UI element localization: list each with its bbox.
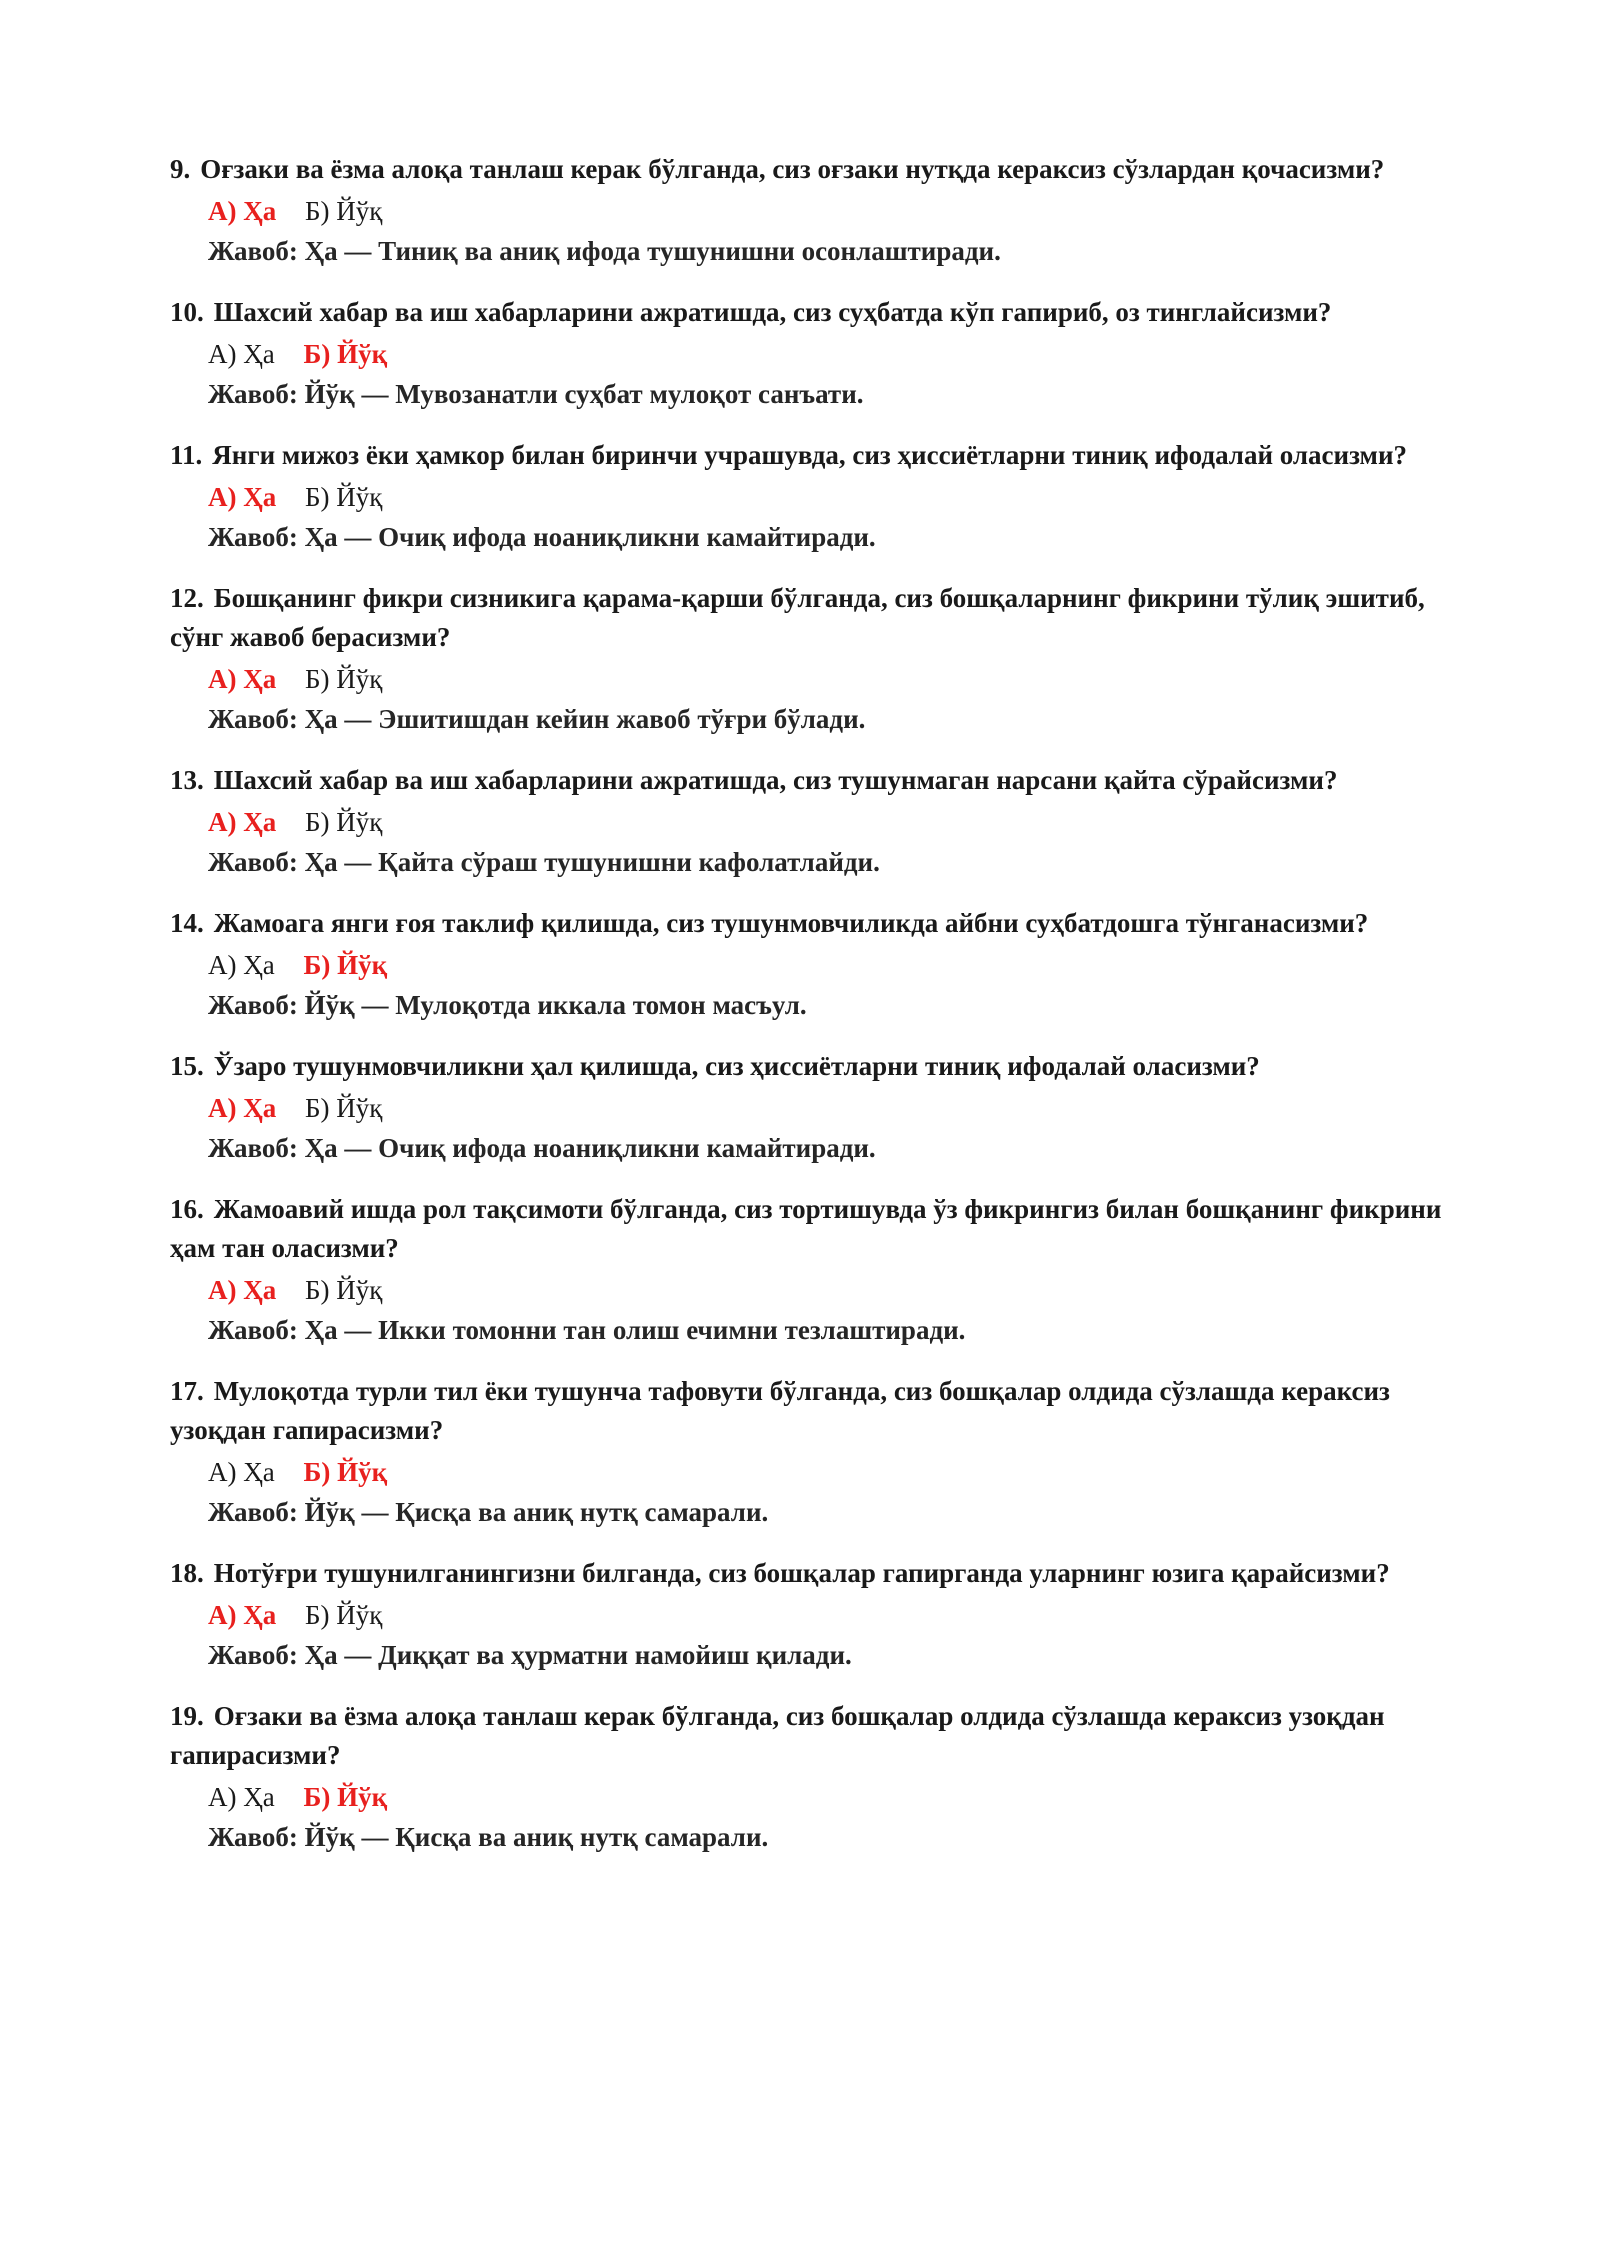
question-body: Шахсий хабар ва иш хабарларини ажратишда, сиз суҳбатда кўп гапириб, оз тинглайсизми?: [213, 297, 1332, 327]
answer-line: Жавоб: Ҳа — Қайта сўраш тушунишни кафолатлайди.: [208, 847, 880, 877]
option-b: Б) Йўқ: [303, 1782, 388, 1812]
options-row: [208, 945, 1460, 985]
question-text: [170, 150, 1460, 189]
question-body: Ўзаро тушунмовчиликни ҳал қилишда, сиз ҳиссиётларни тиниқ ифодалай оласизми?: [213, 1051, 1260, 1081]
answer-line: Жавоб: Йўқ — Қисқа ва аниқ нутқ самарали.: [208, 1497, 769, 1527]
question-14: [170, 904, 1460, 1025]
option-b: Б) Йўқ: [305, 196, 383, 226]
question-17: [170, 1372, 1460, 1532]
question-body: Жамоага янги ғоя таклиф қилишда, сиз тушунмовчиликда айбни суҳбатдошга тўнганасизми?: [213, 908, 1369, 938]
options-row: [208, 1777, 1460, 1817]
question-body: Оғзаки ва ёзма алоқа танлаш керак бўлганда, сиз оғзаки нутқда кераксиз сўзлардан қочасизми?: [200, 154, 1385, 184]
question-text: [170, 761, 1460, 800]
options-row: [208, 1452, 1460, 1492]
question-text: [170, 1697, 1460, 1775]
question-text: [170, 436, 1460, 475]
question-body: Бошқанинг фикри сизникига қарама-қарши бўлганда, сиз бошқаларнинг фикрини тўлиқ эшитиб, сўнг жавоб берасизми?: [170, 583, 1425, 652]
question-number: 16.: [170, 1194, 204, 1224]
answer-line: Жавоб: Йўқ — Мувозанатли суҳбат мулоқот санъати.: [208, 379, 864, 409]
options-row: [208, 477, 1460, 517]
options-row: [208, 659, 1460, 699]
answer-line: Жавоб: Ҳа — Эшитишдан кейин жавоб тўғри бўлади.: [208, 704, 866, 734]
option-a: А) Ҳа: [208, 664, 277, 694]
options-row: [208, 802, 1460, 842]
option-a: А) Ҳа: [208, 1093, 277, 1123]
option-b: Б) Йўқ: [305, 482, 383, 512]
answer-line: Жавоб: Йўқ — Мулоқотда иккала томон масъул.: [208, 990, 807, 1020]
question-number: 10.: [170, 297, 204, 327]
question-text: [170, 1372, 1460, 1450]
question-19: [170, 1697, 1460, 1857]
option-b: Б) Йўқ: [305, 1093, 383, 1123]
question-11: [170, 436, 1460, 557]
option-a: А) Ҳа: [208, 482, 277, 512]
option-a: А) Ҳа: [208, 339, 275, 369]
question-body: Янги мижоз ёки ҳамкор билан биринчи учрашувда, сиз ҳиссиётларни тиниқ ифодалай оласизми?: [212, 440, 1408, 470]
answer-line: Жавоб: Ҳа — Икки томонни тан олиш ечимни тезлаштиради.: [208, 1315, 966, 1345]
question-number: 11.: [170, 440, 203, 470]
answer-line: Жавоб: Ҳа — Очиқ ифода ноаниқликни камайтиради.: [208, 522, 876, 552]
answer-line: Жавоб: Йўқ — Қисқа ва аниқ нутқ самарали.: [208, 1822, 769, 1852]
question-body: Жамоавий ишда рол тақсимоти бўлганда, сиз тортишувда ўз фикрингиз билан бошқанинг фикрини ҳам тан оласизми?: [170, 1194, 1442, 1263]
answer-line: Жавоб: Ҳа — Диққат ва ҳурматни намойиш қилади.: [208, 1640, 852, 1670]
question-text: [170, 904, 1460, 943]
question-number: 14.: [170, 908, 204, 938]
option-a: А) Ҳа: [208, 1275, 277, 1305]
option-b: Б) Йўқ: [305, 664, 383, 694]
question-number: 12.: [170, 583, 204, 613]
option-b: Б) Йўқ: [303, 950, 388, 980]
question-number: 15.: [170, 1051, 204, 1081]
option-a: А) Ҳа: [208, 196, 277, 226]
answer-line: Жавоб: Ҳа — Тиниқ ва аниқ ифода тушунишни осонлаштиради.: [208, 236, 1001, 266]
question-body: Мулоқотда турли тил ёки тушунча тафовути бўлганда, сиз бошқалар олдида сўзлашда кераксиз узоқдан гапирасизми?: [170, 1376, 1390, 1445]
question-12: [170, 579, 1460, 739]
option-b: Б) Йўқ: [303, 339, 388, 369]
option-a: А) Ҳа: [208, 1600, 277, 1630]
question-number: 17.: [170, 1376, 204, 1406]
question-text: [170, 1047, 1460, 1086]
question-number: 13.: [170, 765, 204, 795]
options-row: [208, 191, 1460, 231]
question-body: Оғзаки ва ёзма алоқа танлаш керак бўлганда, сиз бошқалар олдида сўзлашда кераксиз узоқдан гапирасизми?: [170, 1701, 1385, 1770]
option-b: Б) Йўқ: [305, 807, 383, 837]
question-body: Шахсий хабар ва иш хабарларини ажратишда, сиз тушунмаган нарсани қайта сўрайсизми?: [213, 765, 1338, 795]
question-body: Нотўғри тушунилганингизни билганда, сиз бошқалар гапирганда уларнинг юзига қарайсизми?: [213, 1558, 1390, 1588]
question-number: 9.: [170, 154, 191, 184]
option-a: А) Ҳа: [208, 807, 277, 837]
option-a: А) Ҳа: [208, 1782, 275, 1812]
options-row: [208, 334, 1460, 374]
question-9: [170, 150, 1460, 271]
question-text: [170, 293, 1460, 332]
option-a: А) Ҳа: [208, 950, 275, 980]
option-b: Б) Йўқ: [303, 1457, 388, 1487]
question-18: [170, 1554, 1460, 1675]
question-16: [170, 1190, 1460, 1350]
option-b: Б) Йўқ: [305, 1275, 383, 1305]
option-a: А) Ҳа: [208, 1457, 275, 1487]
answer-line: Жавоб: Ҳа — Очиқ ифода ноаниқликни камайтиради.: [208, 1133, 876, 1163]
question-13: [170, 761, 1460, 882]
options-row: [208, 1088, 1460, 1128]
question-text: [170, 1554, 1460, 1593]
question-text: [170, 579, 1460, 657]
document-page: [170, 150, 1460, 1879]
question-10: [170, 293, 1460, 414]
question-number: 18.: [170, 1558, 204, 1588]
question-number: 19.: [170, 1701, 204, 1731]
option-b: Б) Йўқ: [305, 1600, 383, 1630]
options-row: [208, 1595, 1460, 1635]
question-text: [170, 1190, 1460, 1268]
question-15: [170, 1047, 1460, 1168]
options-row: [208, 1270, 1460, 1310]
